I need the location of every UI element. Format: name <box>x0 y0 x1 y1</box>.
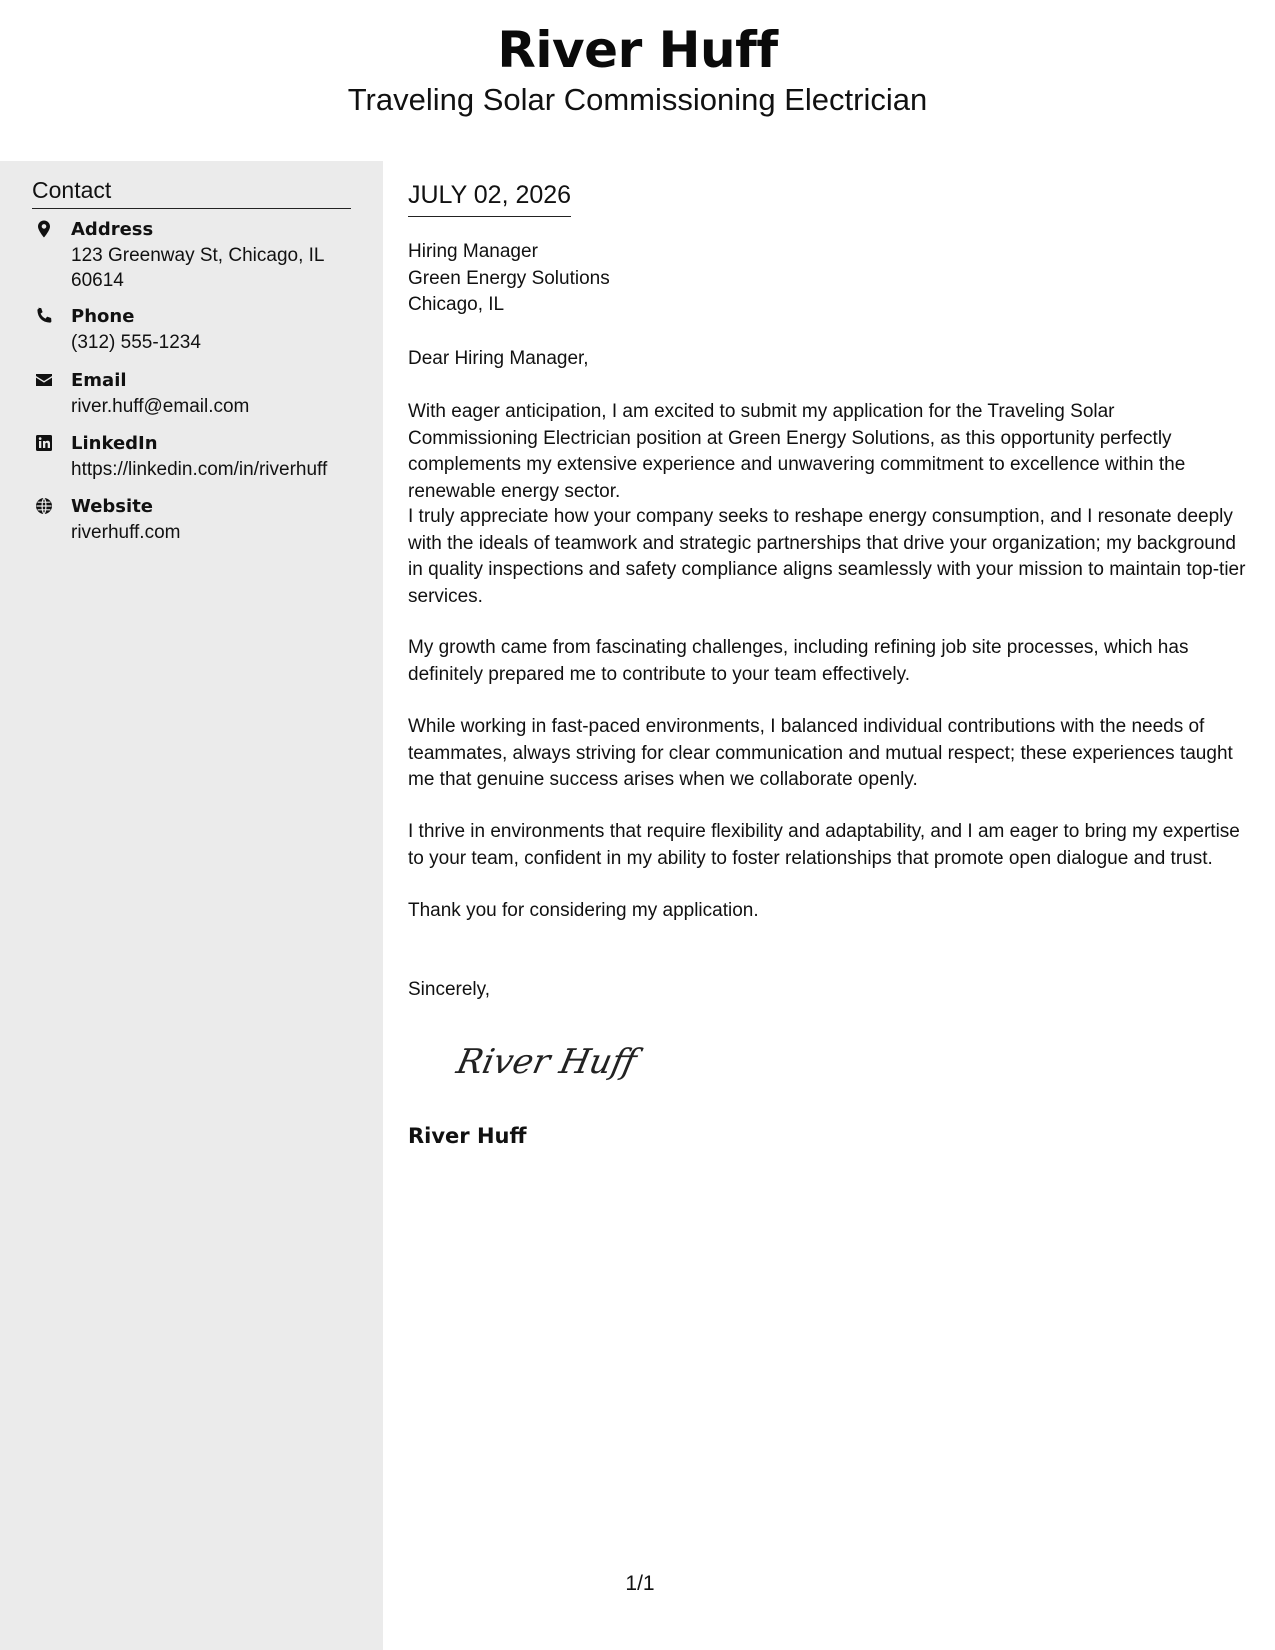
recipient-block <box>408 239 1248 319</box>
contact-label-email: Email <box>71 370 127 391</box>
applicant-name: River Huff <box>497 21 778 79</box>
globe-icon <box>34 496 54 516</box>
linkedin-icon <box>34 433 54 453</box>
recipient-name: Hiring Manager <box>408 241 538 262</box>
contact-heading: Contact <box>32 175 351 209</box>
contact-value-linkedin: https://linkedin.com/in/riverhuff <box>71 459 328 480</box>
contact-label-phone: Phone <box>71 306 135 327</box>
contact-value-address: 123 Greenway St, Chicago, IL 60614 <box>71 245 324 291</box>
signer-name: River Huff <box>408 1124 527 1148</box>
paragraph-4: While working in fast-paced environments, I balanced individual contributions with the needs of teammates, always striving for clear communication and mutual respect; these experiences taught me that genuine success arises when we collaborate openly. <box>408 716 1233 790</box>
svg-text:River Huff: River Huff <box>453 1042 641 1082</box>
contact-value-website: riverhuff.com <box>71 522 181 543</box>
salutation: Dear Hiring Manager, <box>408 348 589 369</box>
contact-label-linkedin: LinkedIn <box>71 433 158 454</box>
paragraph-2: I truly appreciate how your company seeks to reshape energy consumption, and I resonate deeply with the ideals of teamwork and strategic partnerships that drive your organization; my background in quality inspections and safety compliance aligns seamlessly with your mission to maintain top-tier services. <box>408 506 1246 607</box>
phone-icon <box>34 306 54 326</box>
closing: Sincerely, <box>408 979 491 1000</box>
contact-sidebar <box>0 161 383 1650</box>
recipient-company: Green Energy Solutions <box>408 267 610 289</box>
handwritten-signature <box>448 1031 648 1091</box>
contact-value-phone: (312) 555-1234 <box>71 332 201 353</box>
letter-header <box>0 0 1275 160</box>
paragraph-1: With eager anticipation, I am excited to submit my application for the Traveling Solar Commissioning Electrician position at Green Energy Solutions, as this opportunity perfectly complements my extensive experience and unwavering commitment to excellence within the renewable energy sector. <box>408 401 1186 502</box>
paragraph-6: Thank you for considering my application. <box>408 900 759 921</box>
contact-label-address: Address <box>71 219 154 240</box>
page-number: 1/1 <box>625 1572 655 1595</box>
contact-value-email: river.huff@email.com <box>71 396 250 417</box>
paragraph-5: I thrive in environments that require flexibility and adaptability, and I am eager to bring my expertise to your team, confident in my ability to foster relationships that promote open dialogue and trust. <box>408 821 1240 869</box>
letter-date: JULY 02, 2026 <box>408 179 571 217</box>
recipient-location: Chicago, IL <box>408 294 505 315</box>
map-pin-icon <box>34 219 54 239</box>
job-title: Traveling Solar Commissioning Electrician <box>347 82 928 117</box>
paragraph-3: My growth came from fascinating challenges, including refining job site processes, which has definitely prepared me to contribute to your team effectively. <box>408 637 1189 685</box>
envelope-icon <box>34 370 54 390</box>
contact-label-website: Website <box>71 496 154 517</box>
